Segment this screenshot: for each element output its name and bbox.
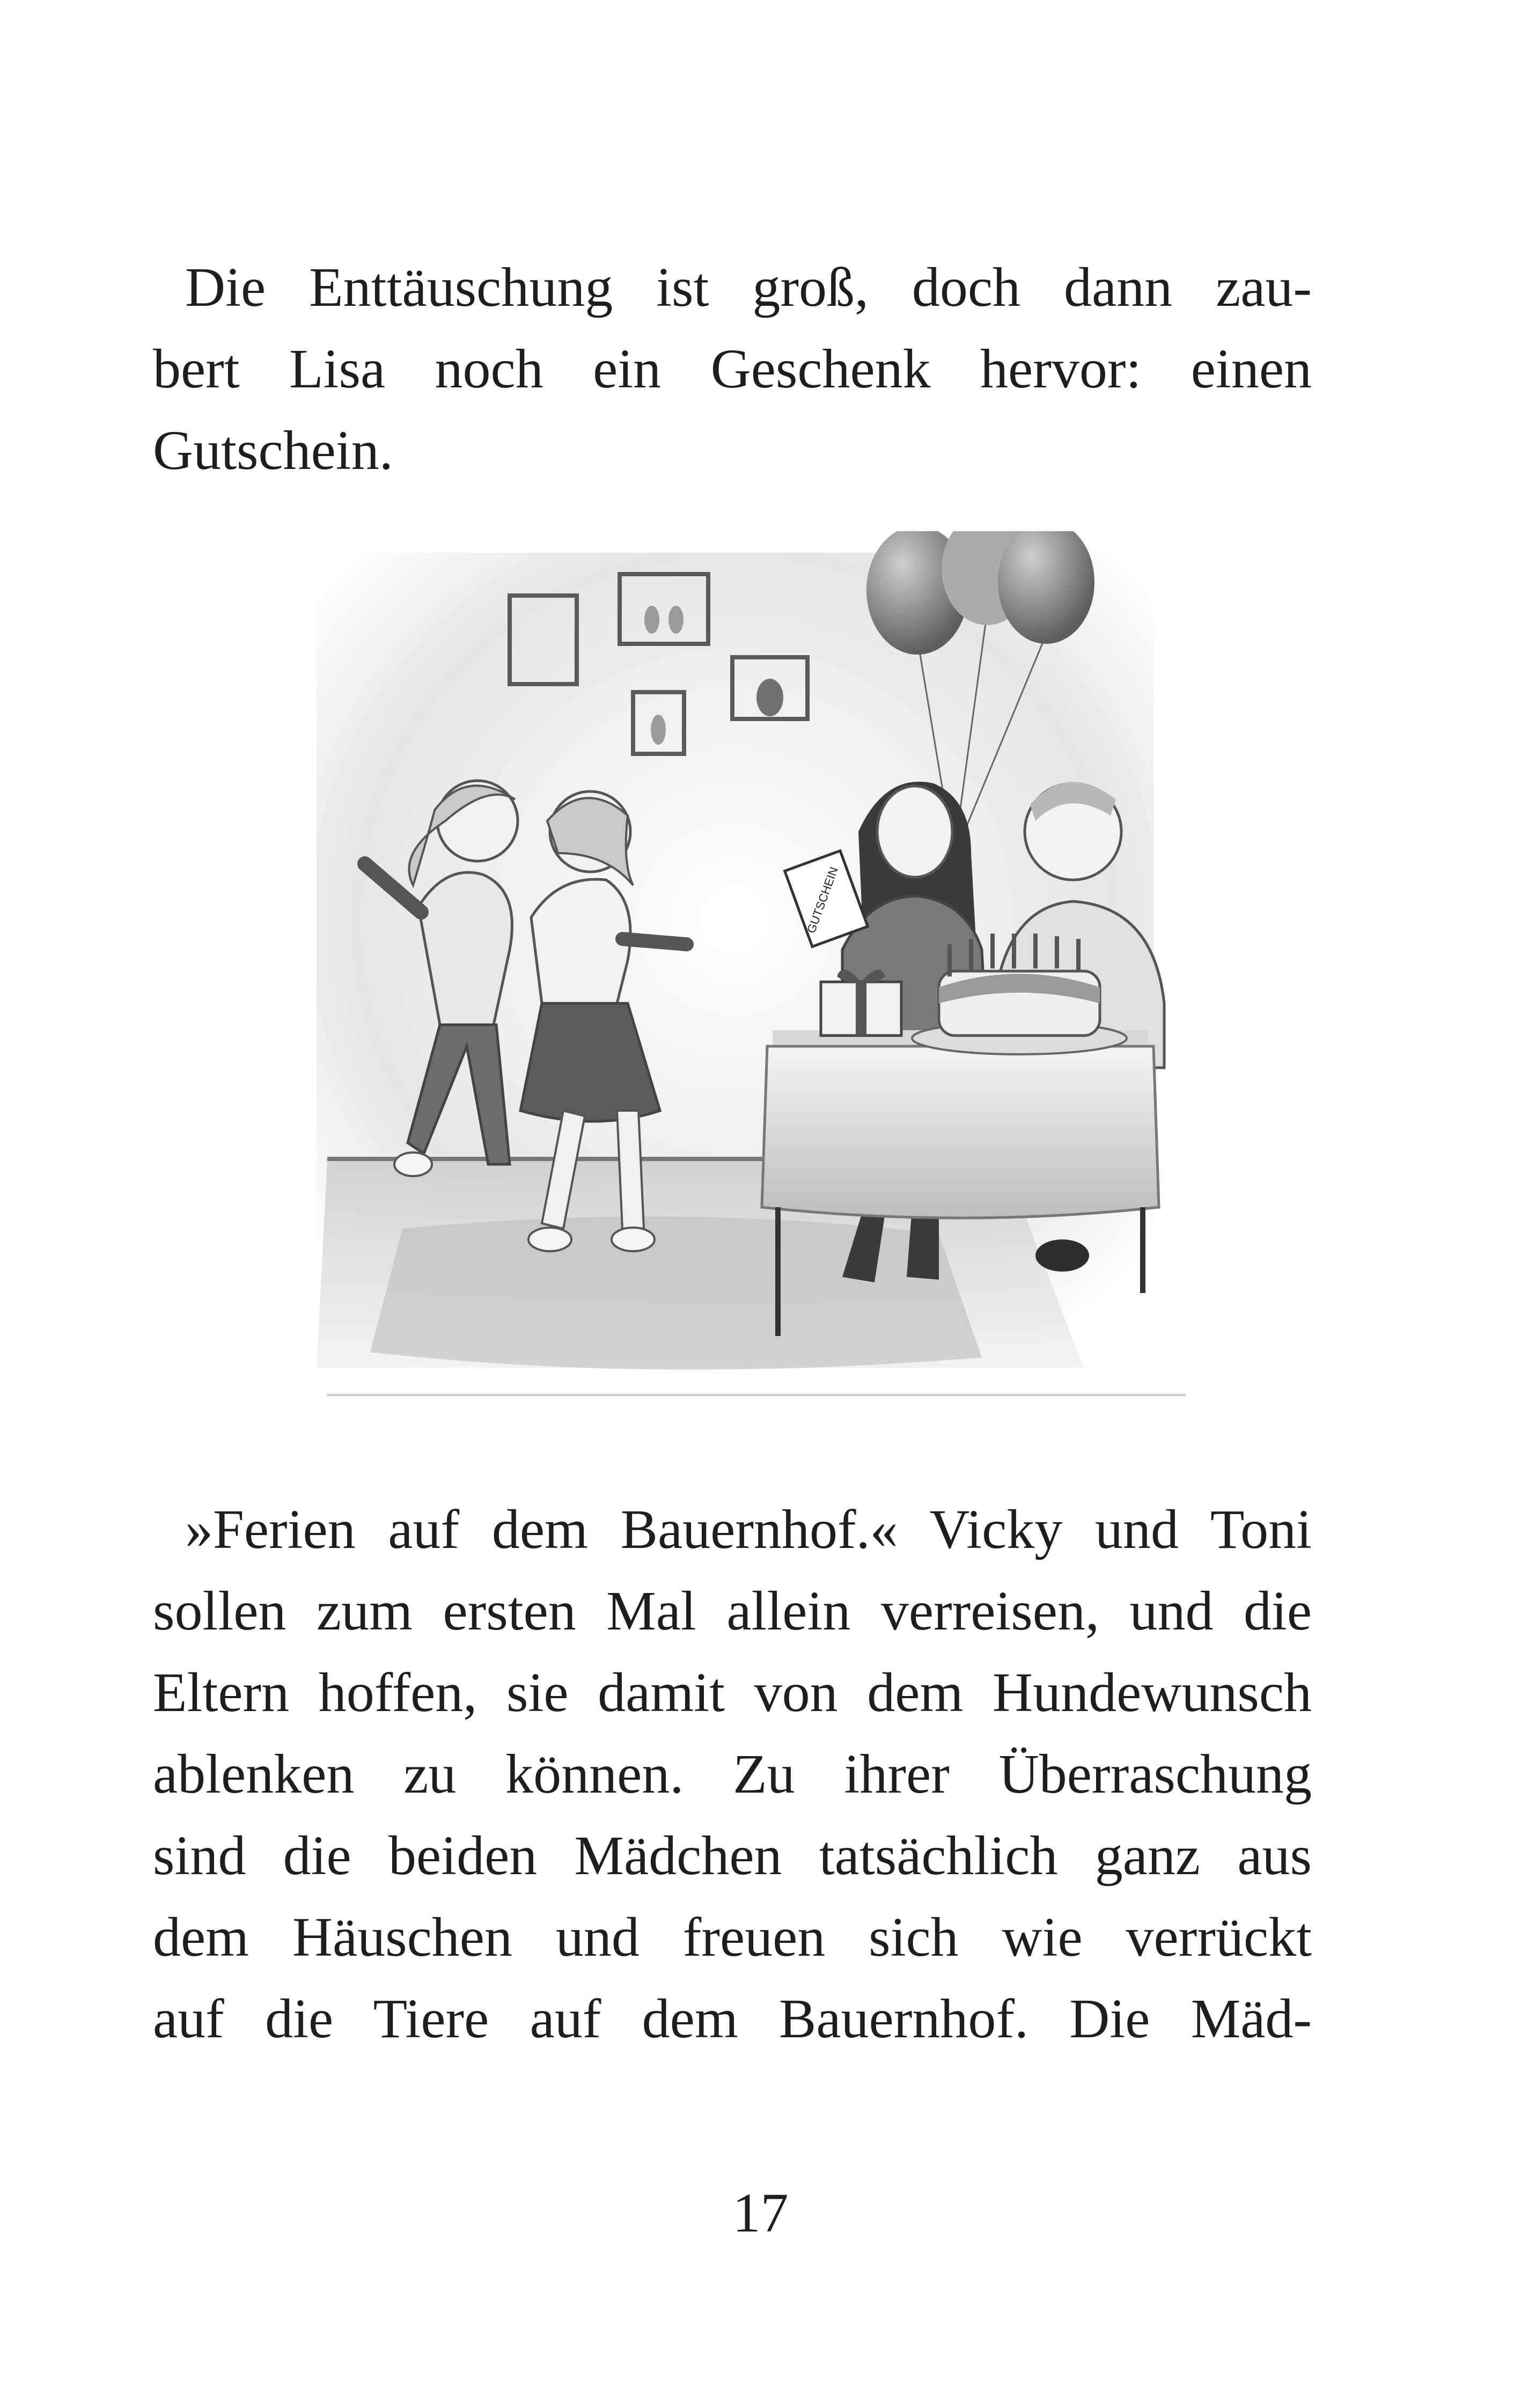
text-line: »Ferien auf dem Bauernhof.« Vicky und Toni [185,1499,1312,1560]
text-line: Eltern hoffen, sie damit von dem Hundewunsch [153,1662,1312,1723]
text-line: Gutschein. [153,420,393,481]
voucher-text: GUTSCHEIN [804,865,841,935]
page-number: 17 [732,2182,789,2244]
text-line: ablenken zu können. Zu ihrer Überraschung [153,1743,1312,1805]
paragraph-intro [153,247,1312,491]
text-line: auf die Tiere auf dem Bauernhof. Die Mäd- [153,1988,1312,2050]
paragraph-main [153,1489,1312,2060]
text-line: sollen zum ersten Mal allein verreisen, und die [153,1580,1312,1642]
text-line: bert Lisa noch ein Geschenk hervor: einen [153,338,1312,400]
text-line: sind die beiden Mädchen tatsächlich ganz aus [153,1825,1312,1886]
text-line: dem Häuschen und freuen sich wie verrückt [153,1906,1312,1968]
birthday-party-illustration [306,531,1207,1416]
rug [370,1216,982,1369]
text-line: Die Enttäuschung ist groß, doch dann zau- [185,256,1312,318]
